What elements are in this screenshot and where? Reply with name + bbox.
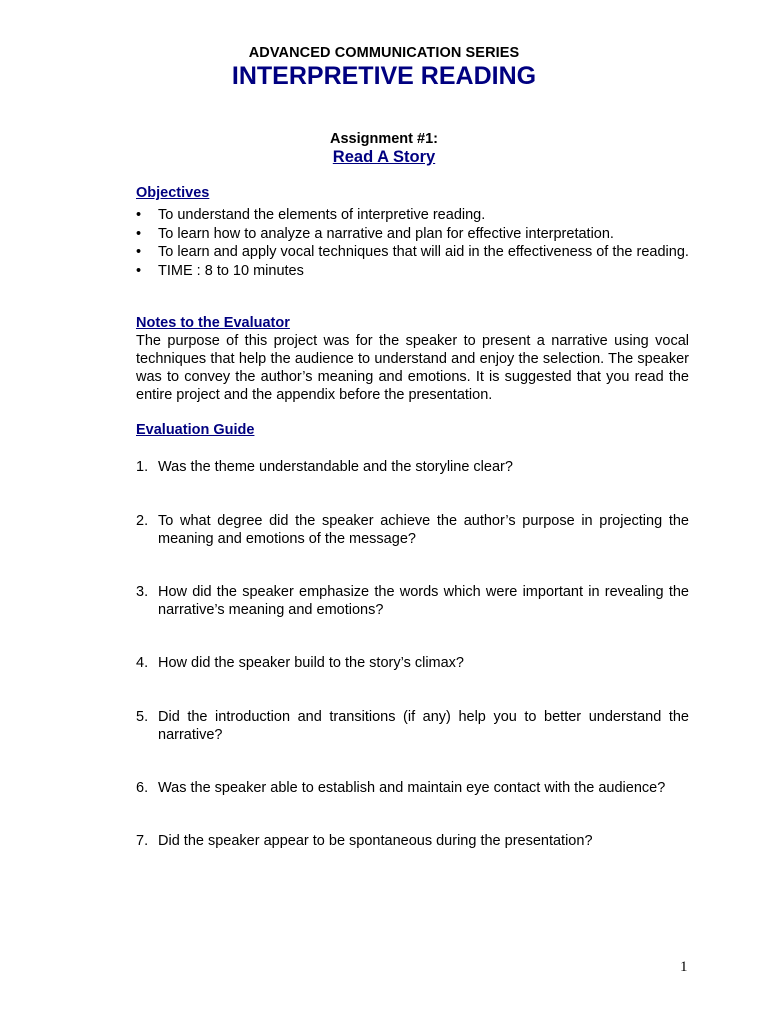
question-item: 6. Was the speaker able to establish and maintain eye contact with the audience? — [136, 780, 666, 796]
objective-item: • To learn how to analyze a narrative and plan for effective interpretation. — [136, 225, 614, 242]
bullet-icon: • — [136, 207, 142, 223]
series-title: ADVANCED COMMUNICATION SERIES — [248, 45, 520, 61]
bullet-icon: • — [136, 262, 142, 279]
notes-paragraph: The purpose of this project was for the speaker to present a narrative using vocal techniques that help the audience to understand and enjoy the selection. The speaker was to convey the author’s meaning and emotions. It is suggested that you read the entire project and the appendix before the presentation. — [136, 333, 689, 403]
objective-item: • To learn and apply vocal techniques that will aid in the effectiveness of the reading. — [136, 244, 689, 260]
question-item: 4. How did the speaker build to the story’s climax? — [136, 655, 464, 671]
question-item: 3. How did the speaker emphasize the words which were important in revealing the narrative’s meaning and emotions? — [136, 584, 689, 618]
evaluation-heading: Evaluation Guide — [136, 422, 255, 438]
question-item: 1. Was the theme understandable and the storyline clear? — [136, 459, 513, 475]
assignment-label: Assignment #1: — [330, 131, 438, 147]
objectives-heading: Objectives — [136, 185, 210, 201]
notes-heading: Notes to the Evaluator — [136, 315, 290, 331]
page-title: INTERPRETIVE READING — [231, 62, 537, 90]
question-item: 7. Did the speaker appear to be spontaneous during the presentation? — [136, 833, 593, 849]
objectives-list — [136, 206, 689, 280]
question-item: 2. To what degree did the speaker achieve the author’s purpose in projecting the meaning and emotions of the message? — [136, 513, 689, 547]
assignment-title: Read A Story — [332, 148, 436, 166]
objective-item: • TIME : 8 to 10 minutes — [136, 262, 304, 279]
bullet-icon: • — [136, 225, 142, 242]
bullet-icon: • — [136, 244, 142, 260]
question-item: 5. Did the introduction and transitions (if any) help you to better understand the narrative? — [136, 709, 689, 743]
objective-item: • To understand the elements of interpretive reading. — [136, 207, 486, 223]
page-number: 1 — [680, 959, 688, 975]
